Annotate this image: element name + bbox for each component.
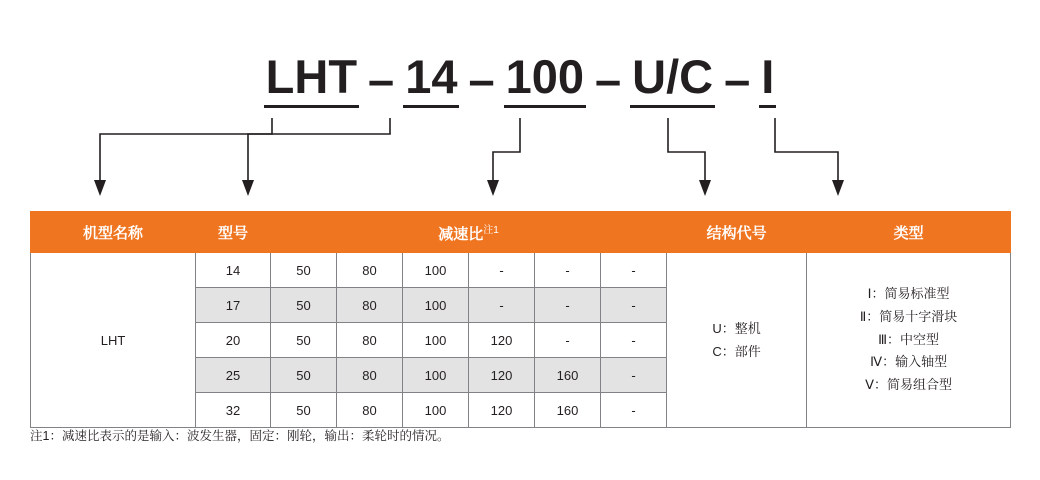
type-line: Ⅱ：简易十字滑块 [859, 308, 958, 324]
code-segment-type: I [759, 52, 776, 108]
header-model-name: 机型名称 [31, 212, 196, 253]
table-header-row [31, 212, 1011, 253]
cell-ratio: 50 [271, 323, 337, 358]
arrow-model-icon [242, 180, 254, 196]
header-model-number: 型号 [196, 212, 271, 253]
cell-ratio: 100 [403, 393, 469, 428]
cell-ratio: 50 [271, 358, 337, 393]
cell-ratio: 80 [337, 253, 403, 288]
cell-ratio: - [535, 253, 601, 288]
cell-ratio: 100 [403, 358, 469, 393]
type-line: Ⅲ：中空型 [878, 331, 940, 347]
table-row [31, 253, 1011, 288]
specification-table [30, 211, 1011, 428]
leader-line-ratio [493, 118, 520, 180]
header-ratio [271, 212, 667, 253]
cell-model: 14 [196, 253, 271, 288]
cell-ratio: - [535, 288, 601, 323]
cell-ratio: 80 [337, 323, 403, 358]
structure-line: C：部件 [712, 344, 761, 359]
cell-ratio: 100 [403, 253, 469, 288]
cell-model: 25 [196, 358, 271, 393]
cell-ratio: - [601, 358, 667, 393]
code-separator-1: – [368, 53, 395, 106]
cell-ratio: 80 [337, 358, 403, 393]
cell-ratio: 50 [271, 288, 337, 323]
code-separator-4: – [724, 53, 751, 106]
footnote: 注1：减速比表示的是输入：波发生器，固定：刚轮，输出：柔轮时的情况。 [30, 429, 450, 443]
arrow-name-icon [94, 180, 106, 196]
cell-ratio: 120 [469, 358, 535, 393]
cell-type-list [807, 253, 1011, 428]
cell-model: 17 [196, 288, 271, 323]
arrow-ratio-icon [487, 180, 499, 196]
cell-ratio: 160 [535, 358, 601, 393]
cell-ratio: 160 [535, 393, 601, 428]
cell-series-name: LHT [31, 253, 196, 428]
code-segment-ratio: 100 [504, 52, 586, 108]
cell-ratio: - [535, 323, 601, 358]
leader-line-model [248, 118, 390, 180]
arrow-type-icon [832, 180, 844, 196]
connector-lines [0, 0, 1040, 215]
leader-line-structure [668, 118, 705, 180]
cell-ratio: - [601, 393, 667, 428]
code-separator-2: – [468, 53, 495, 106]
cell-ratio: 50 [271, 253, 337, 288]
cell-ratio: 80 [337, 393, 403, 428]
code-separator-3: – [595, 53, 622, 106]
cell-model: 32 [196, 393, 271, 428]
cell-ratio: 120 [469, 393, 535, 428]
type-line: Ⅳ：输入轴型 [870, 354, 948, 370]
cell-ratio: - [601, 323, 667, 358]
cell-ratio: 100 [403, 323, 469, 358]
header-structure-code: 结构代号 [667, 212, 807, 253]
cell-ratio: - [469, 288, 535, 323]
leader-line-type [775, 118, 838, 180]
code-segment-structure: U/C [630, 52, 715, 108]
type-line: Ⅰ：简易标准型 [867, 286, 950, 302]
cell-ratio: - [601, 253, 667, 288]
cell-structure-codes [667, 253, 807, 428]
code-segment-model: 14 [403, 52, 459, 108]
cell-ratio: 50 [271, 393, 337, 428]
cell-ratio: 80 [337, 288, 403, 323]
structure-line: U：整机 [712, 320, 761, 336]
type-line: Ⅴ：简易组合型 [865, 377, 953, 393]
header-ratio-label: 减速比 [438, 225, 484, 243]
cell-ratio: 120 [469, 323, 535, 358]
header-type: 类型 [807, 212, 1011, 253]
cell-model: 20 [196, 323, 271, 358]
header-ratio-note: 注1 [483, 224, 499, 236]
leader-line-name [100, 118, 272, 180]
code-segment-name: LHT [264, 52, 359, 108]
arrow-structure-icon [699, 180, 711, 196]
cell-ratio: - [601, 288, 667, 323]
cell-ratio: 100 [403, 288, 469, 323]
cell-ratio: - [469, 253, 535, 288]
